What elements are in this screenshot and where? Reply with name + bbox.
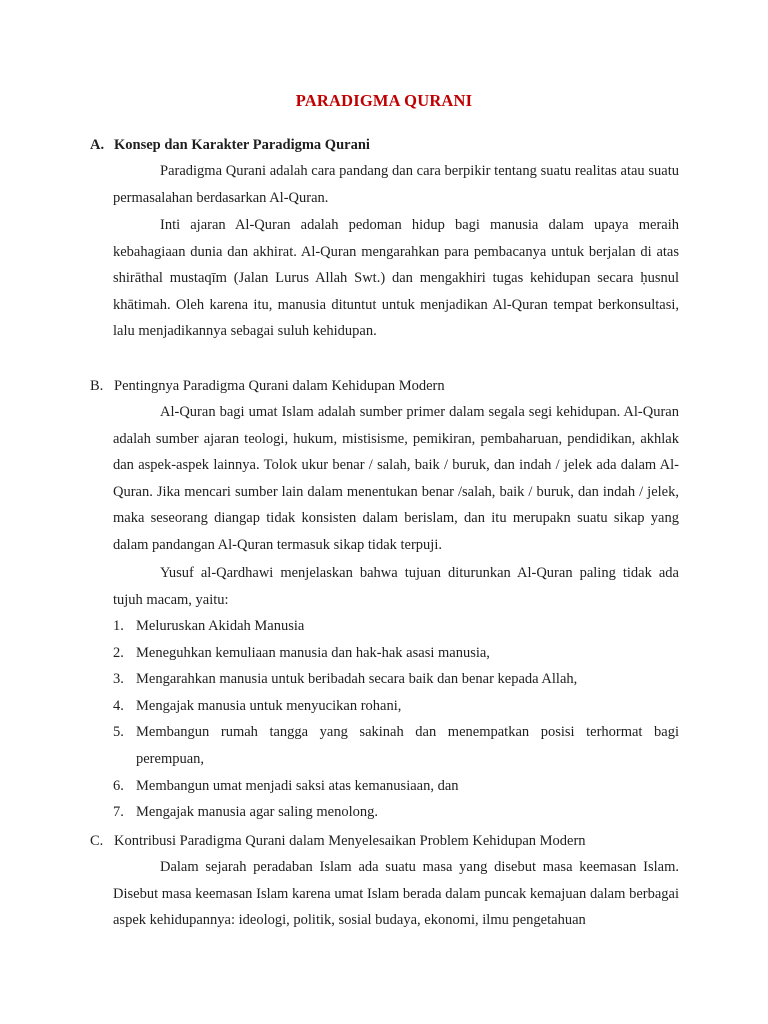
paragraph: Dalam sejarah peradaban Islam ada suatu masa yang disebut masa keemasan Islam. Disebut masa keemasan Islam karena umat Islam berada dalam puncak kemajuan dalam berbagai aspek kehidupannya: ideologi, politik, sosial budaya, ekonomi, ilmu pengetahuan xyxy=(113,859,679,929)
list-number: 2. xyxy=(113,644,124,661)
list-item xyxy=(113,773,679,800)
list-text: Meluruskan Akidah Manusia xyxy=(136,618,305,634)
paragraph: Yusuf al-Qardhawi menjelaskan bahwa tujuan diturunkan Al-Quran paling tidak ada tujuh macam, yaitu: xyxy=(113,565,679,608)
objectives-list xyxy=(113,613,679,826)
section-heading-a xyxy=(90,132,690,159)
section-heading-c xyxy=(90,828,690,855)
list-item xyxy=(113,799,679,826)
section-letter: C. xyxy=(90,833,104,849)
list-number: 5. xyxy=(113,724,124,741)
list-text: Mengajak manusia untuk menyucikan rohani, xyxy=(136,697,402,714)
paragraph: Inti ajaran Al-Quran adalah pedoman hidup bagi manusia dalam upaya meraih kebahagiaan dunia dan akhirat. Al-Quran mengarahkan para pembacanya untuk berjalan di atas shirāthal mustaqīm (Jalan Lurus Allah Swt.) dan mengakhiri tugas kehidupan secara ḥusnul khātimah. Oleh karena itu, manusia dituntut untuk menjadikan Al-Quran tempat berkonsultasi, lalu menjadikannya sebagai suluh kehidupan. xyxy=(113,217,679,340)
section-letter: A. xyxy=(90,137,105,153)
list-number: 4. xyxy=(113,697,124,714)
section-heading-text: Konsep dan Karakter Paradigma Qurani xyxy=(114,137,370,153)
list-item xyxy=(113,719,679,772)
list-item xyxy=(113,666,679,693)
section-heading-text: Kontribusi Paradigma Qurani dalam Menyelesaikan Problem Kehidupan Modern xyxy=(114,833,586,849)
list-item xyxy=(113,693,679,720)
list-number: 1. xyxy=(113,618,124,634)
list-item xyxy=(113,640,679,667)
paragraph: Paradigma Qurani adalah cara pandang dan cara berpikir tentang suatu realitas atau suatu permasalahan berdasarkan Al-Quran. xyxy=(113,163,679,206)
list-text: Membangun rumah tangga yang sakinah dan menempatkan posisi terhormat bagi perempuan, xyxy=(136,724,679,767)
list-text: Membangun umat menjadi saksi atas kemanusiaan, dan xyxy=(136,777,459,794)
section-letter: B. xyxy=(90,378,104,394)
list-number: 6. xyxy=(113,777,124,794)
list-text: Mengajak manusia agar saling menolong. xyxy=(136,804,379,821)
list-number: 3. xyxy=(113,671,124,688)
section-heading-text: Pentingnya Paradigma Qurani dalam Kehidupan Modern xyxy=(114,378,445,394)
paragraph: Al-Quran bagi umat Islam adalah sumber primer dalam segala segi kehidupan. Al-Quran adalah sumber ajaran teologi, hukum, mistisisme, pemikiran, pembaharuan, pendidikan, akhlak dan aspek-aspek lainnya. Tolok ukur benar / salah, baik / buruk, dan indah / jelek ada dalam Al-Quran. Jika mencari sumber lain dalam menentukan benar /salah, baik / buruk, dan indah / jelek, maka seseorang diangap tidak konsisten dalam berislam, dan itu merupakn suatu sikap yang dalam pandangan Al-Quran termasuk sikap tidak terpuji. xyxy=(113,404,679,553)
list-text: Mengarahkan manusia untuk beribadah secara baik dan benar kepada Allah, xyxy=(136,671,578,688)
document-title: PARADIGMA QURANI xyxy=(295,91,473,110)
list-item xyxy=(113,613,679,640)
list-number: 7. xyxy=(113,804,124,821)
list-text: Meneguhkan kemuliaan manusia dan hak-hak asasi manusia, xyxy=(136,644,490,661)
section-heading-b xyxy=(90,373,690,400)
